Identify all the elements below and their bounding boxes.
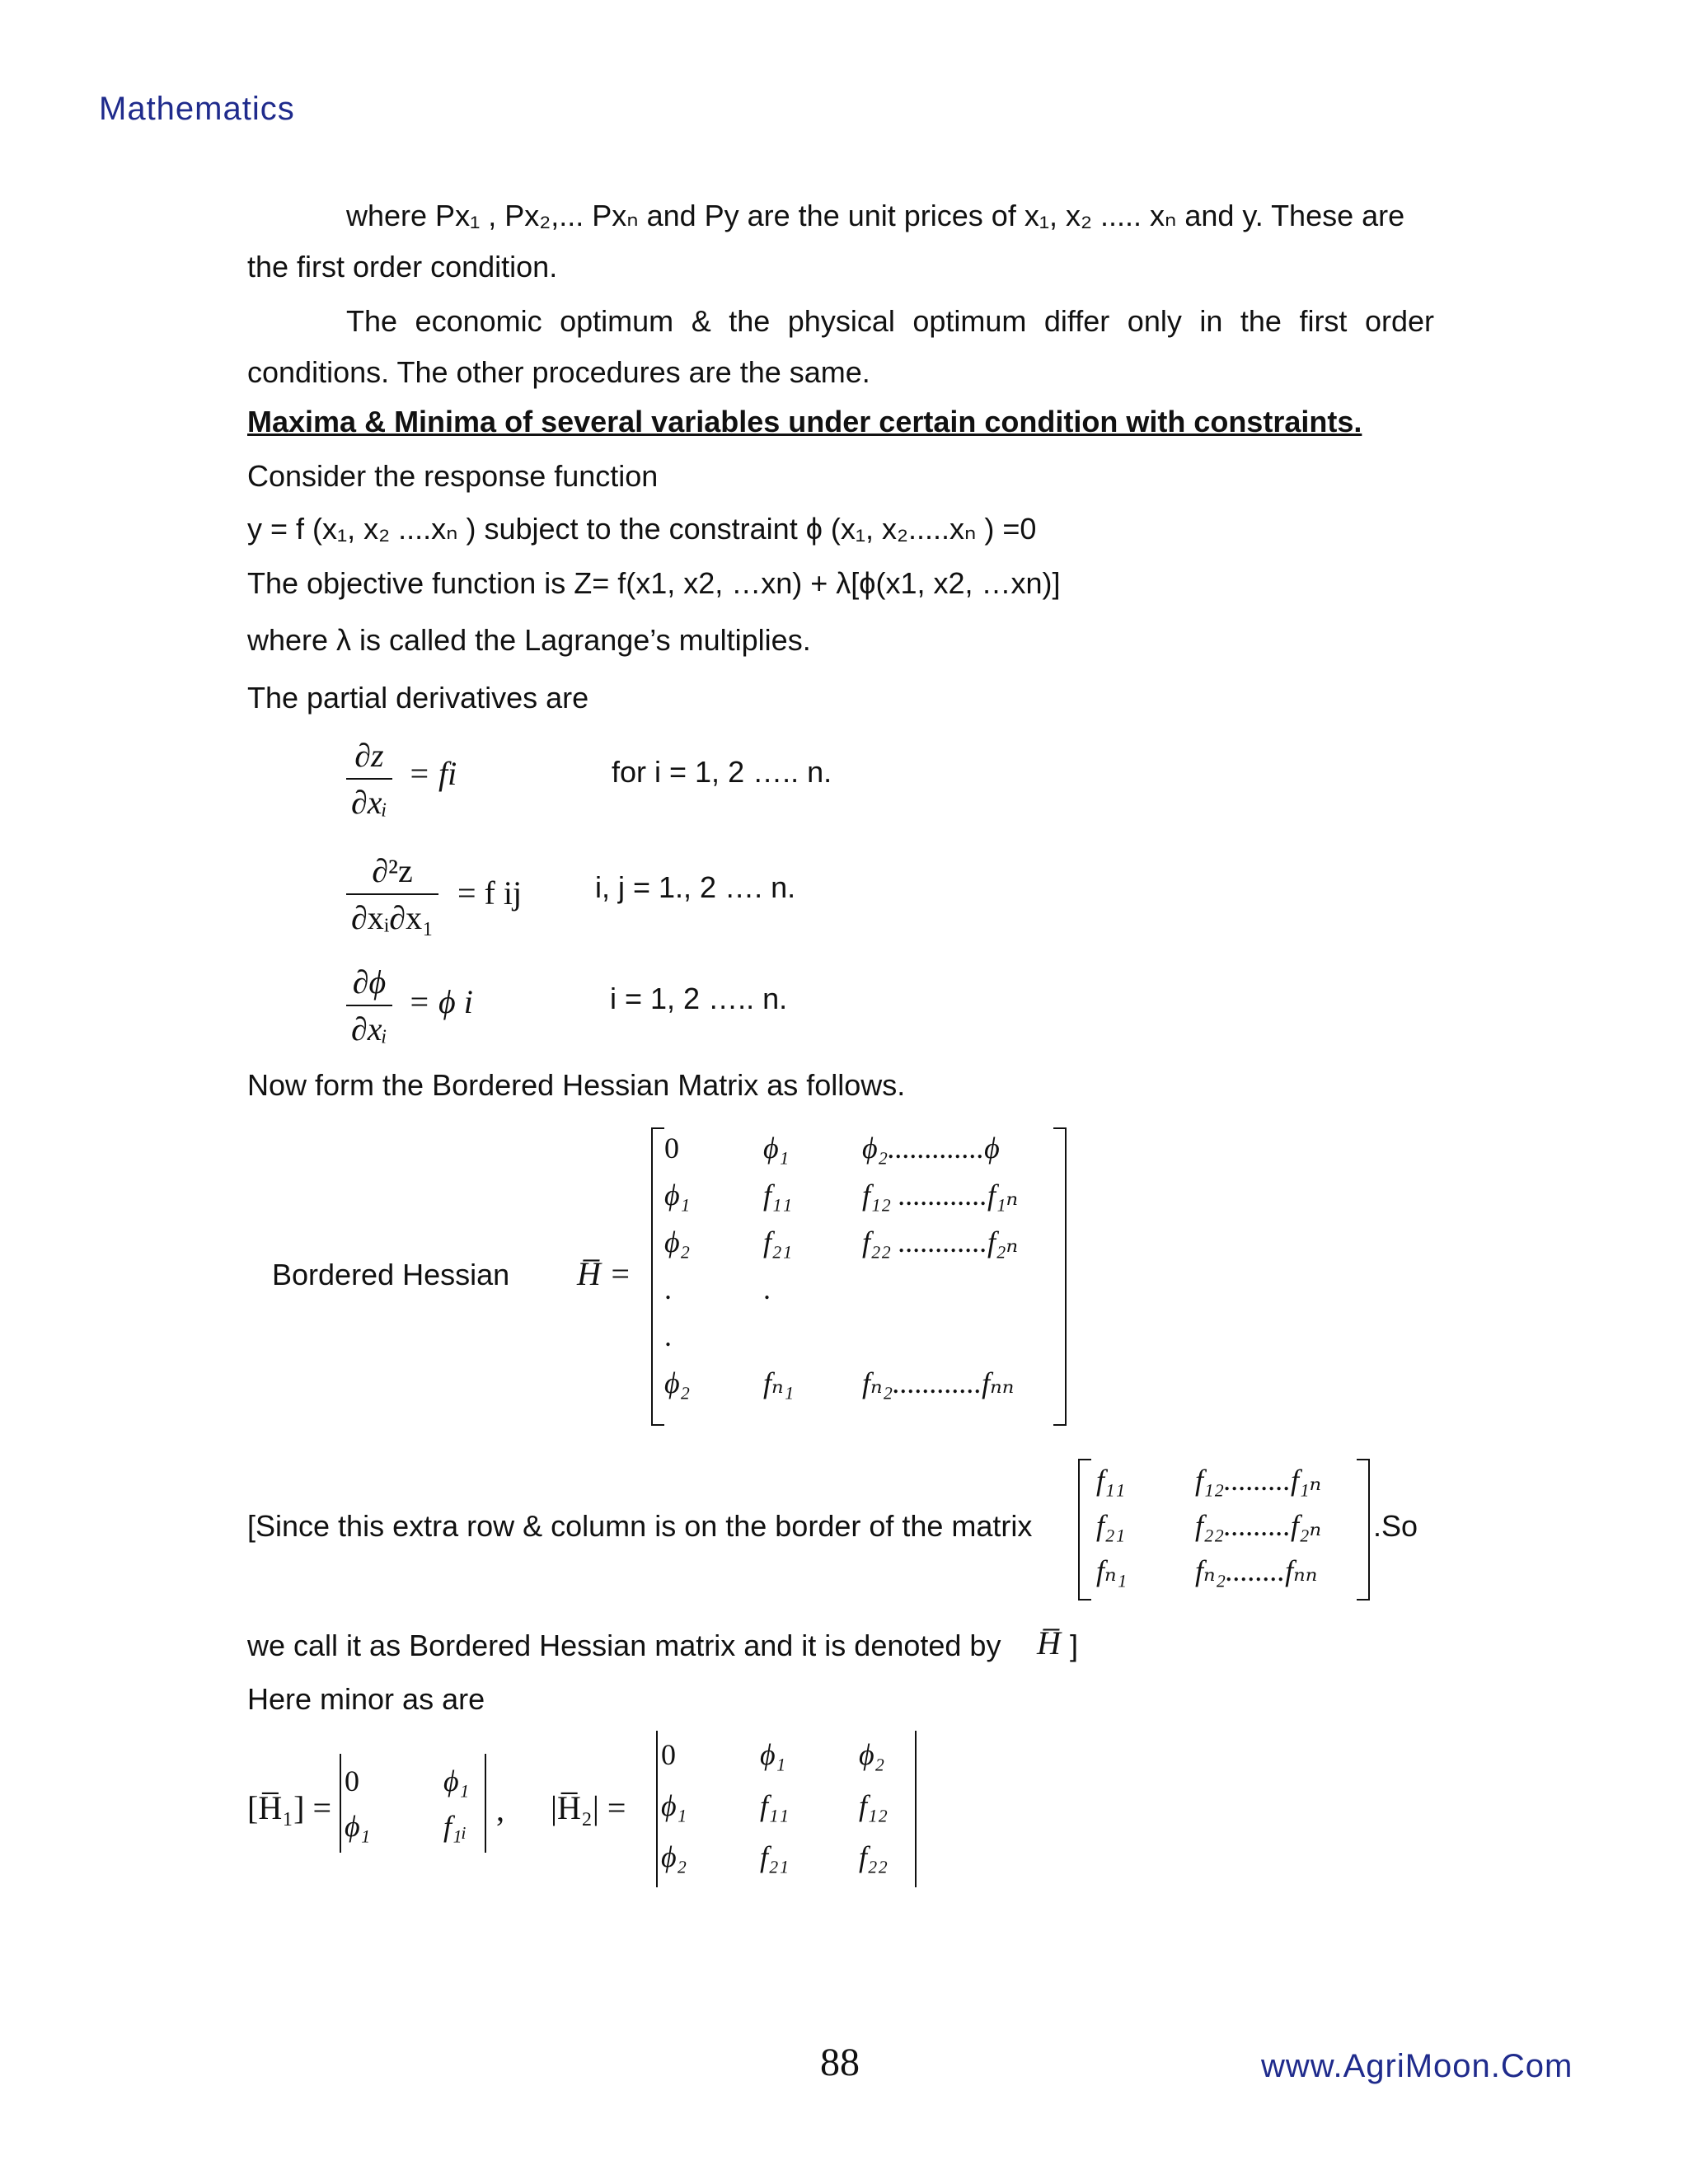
equation-rhs: = ϕ i bbox=[408, 983, 473, 1020]
equation-condition: i, j = 1., 2 …. n. bbox=[595, 870, 796, 904]
fraction-numerator: ∂z bbox=[354, 737, 384, 774]
paragraph-line: conditions. The other procedures are the same. bbox=[247, 355, 870, 389]
since-text: [Since this extra row & column is on the border of the matrix bbox=[247, 1509, 1033, 1543]
matrix-cell: ϕ₁ bbox=[345, 1810, 371, 1843]
fraction-denominator: ∂xᵢ∂x₁ bbox=[351, 899, 434, 936]
matrix-cell: ϕ₁ bbox=[443, 1765, 470, 1797]
matrix-cell: ϕ₂ bbox=[859, 1738, 885, 1771]
matrix-cell: ϕ₁ bbox=[664, 1179, 691, 1212]
paragraph-line: Now form the Bordered Hessian Matrix as follows. bbox=[247, 1068, 906, 1102]
matrix-cell: f₂₂.........f₂ₙ bbox=[1195, 1509, 1322, 1542]
matrix-cell: 0 bbox=[661, 1738, 676, 1771]
matrix-bracket-right bbox=[1053, 1127, 1067, 1426]
closing-bracket: ] bbox=[1070, 1629, 1079, 1662]
equation-rhs: = fi bbox=[408, 755, 457, 792]
matrix-cell: f₁₁ bbox=[760, 1789, 790, 1822]
matrix-cell: f₂₁ bbox=[763, 1226, 793, 1258]
matrix-cell: f₁₂ bbox=[859, 1789, 889, 1822]
matrix-cell: ϕ₂.............ϕ bbox=[862, 1132, 1000, 1165]
fraction-d2z-dxidx1 bbox=[346, 851, 438, 937]
h-bar-symbol: H̅ bbox=[1037, 1624, 1061, 1661]
matrix-cell: 0 bbox=[345, 1765, 359, 1797]
matrix-cell: f₁ᵢ bbox=[443, 1810, 467, 1843]
matrix-cell: fₙ₂............fₙₙ bbox=[862, 1366, 1015, 1399]
paragraph-line: Consider the response function bbox=[247, 459, 659, 493]
fraction-numerator: ∂ϕ bbox=[352, 963, 387, 1001]
matrix-bracket-left bbox=[1078, 1459, 1091, 1601]
website-link: www.AgriMoon.Com bbox=[1261, 2048, 1573, 2084]
matrix-cell: 0 bbox=[664, 1132, 679, 1165]
matrix-cell: . bbox=[763, 1272, 771, 1305]
objective-function: The objective function is Z= f(x1, x2, …xn) + λ[ϕ(x1, x2, …xn)] bbox=[247, 566, 1061, 600]
matrix-cell: ϕ₂ bbox=[664, 1226, 691, 1258]
matrix-cell: f₁₁ bbox=[763, 1179, 793, 1212]
fraction-numerator: ∂²z bbox=[372, 852, 413, 889]
section-heading: Maxima & Minima of several variables under certain condition with constraints. bbox=[247, 405, 1362, 438]
matrix-cell: ϕ₁ bbox=[763, 1132, 790, 1165]
equation-rhs: = f ij bbox=[457, 874, 523, 912]
matrix-cell: f₁₂.........f₁ₙ bbox=[1195, 1464, 1322, 1497]
matrix-cell: f₂₁ bbox=[760, 1840, 790, 1873]
matrix-cell: ϕ₁ bbox=[760, 1738, 786, 1771]
so-text: .So bbox=[1373, 1509, 1418, 1543]
matrix-cell: fₙ₂........fₙₙ bbox=[1195, 1554, 1318, 1587]
fraction-bar bbox=[346, 1005, 392, 1006]
page-number: 88 bbox=[820, 2041, 860, 2084]
running-header: Mathematics bbox=[99, 91, 295, 127]
matrix-cell: f₂₂ bbox=[859, 1840, 889, 1873]
fraction-denominator: ∂xᵢ bbox=[351, 784, 387, 821]
paragraph-line: The economic optimum & the physical optimum differ only in the first order bbox=[346, 304, 1434, 338]
equation-condition: i = 1, 2 ….. n. bbox=[610, 982, 788, 1015]
fraction-bar bbox=[346, 778, 392, 780]
paragraph-line: the first order condition. bbox=[247, 250, 558, 284]
matrix-cell: ϕ₂ bbox=[661, 1840, 687, 1873]
minor-h2-label: |H̅₂| = bbox=[551, 1789, 626, 1826]
paragraph-line: Here minor as are bbox=[247, 1682, 485, 1716]
equation-condition: for i = 1, 2 ….. n. bbox=[612, 755, 832, 789]
fraction-dphi-dxi bbox=[346, 963, 392, 1048]
h-bar-equals: H̅ = bbox=[577, 1255, 631, 1292]
bordered-hessian-label: Bordered Hessian bbox=[272, 1258, 510, 1291]
matrix-cell: fₙ₁ bbox=[763, 1366, 795, 1399]
paragraph-line: where λ is called the Lagrange’s multiplies. bbox=[247, 623, 811, 657]
matrix-cell: f₂₂ ............f₂ₙ bbox=[862, 1226, 1019, 1258]
matrix-bracket-right bbox=[1357, 1459, 1370, 1601]
paragraph-line: we call it as Bordered Hessian matrix and it is denoted by bbox=[247, 1629, 1001, 1662]
matrix-cell: . bbox=[664, 1272, 672, 1305]
determinant-bar-left bbox=[340, 1754, 341, 1853]
determinant-bar-right bbox=[915, 1731, 917, 1887]
matrix-cell: . bbox=[664, 1319, 672, 1352]
matrix-cell: ϕ₁ bbox=[661, 1789, 687, 1822]
matrix-bracket-left bbox=[651, 1127, 664, 1426]
fraction-dz-dxi bbox=[346, 736, 392, 822]
paragraph-line: The partial derivatives are bbox=[247, 681, 589, 715]
matrix-cell: f₁₂ ............f₁ₙ bbox=[862, 1179, 1019, 1212]
separator-comma: , bbox=[496, 1791, 504, 1828]
matrix-cell: ϕ₂ bbox=[664, 1366, 691, 1399]
paragraph-line: where Px₁ , Px₂,... Pxₙ and Py are the unit prices of x₁, x₂ ..... xₙ and y. These are bbox=[346, 199, 1405, 232]
minor-h1-label: [H̅₁] = bbox=[247, 1789, 332, 1826]
response-function: y = f (x₁, x₂ ....xₙ ) subject to the constraint ϕ (x₁, x₂.....xₙ ) =0 bbox=[247, 512, 1037, 546]
fraction-bar bbox=[346, 893, 438, 895]
matrix-cell: f₁₁ bbox=[1096, 1464, 1126, 1497]
determinant-bar-right bbox=[485, 1754, 486, 1853]
matrix-cell: f₂₁ bbox=[1096, 1509, 1126, 1542]
fraction-denominator: ∂xᵢ bbox=[351, 1010, 387, 1047]
determinant-bar-left bbox=[656, 1731, 658, 1887]
matrix-cell: fₙ₁ bbox=[1096, 1554, 1128, 1587]
